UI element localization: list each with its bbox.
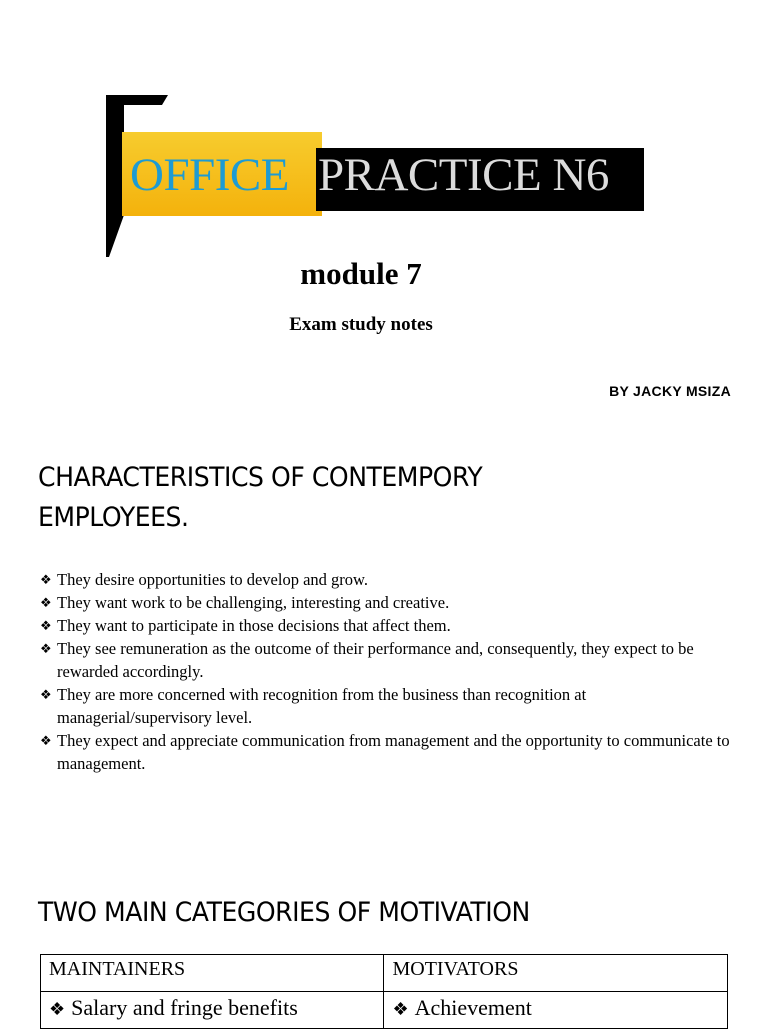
diamond-star-icon: ❖ <box>40 733 52 748</box>
motivation-table <box>40 954 728 1029</box>
logo-word-practice: PRACTICE N6 <box>318 149 609 201</box>
office-practice-logo <box>106 95 646 260</box>
diamond-star-icon: ❖ <box>40 595 52 610</box>
list-item <box>40 729 740 775</box>
list-item-text: They see remuneration as the outcome of their performance and, consequently, they expect to be rewarded accordingly. <box>57 639 694 681</box>
table-cell <box>384 992 728 1029</box>
heading-line: CHARACTERISTICS OF CONTEMPORY <box>38 462 483 493</box>
characteristics-list <box>40 568 740 775</box>
diamond-star-icon: ❖ <box>49 999 66 1019</box>
table-header-cell: MAINTAINERS <box>41 955 384 992</box>
list-item <box>40 683 740 729</box>
logo-word-office: OFFICE <box>130 149 289 201</box>
author-line: BY JACKY MSIZA <box>609 383 731 399</box>
table-cell-text: Salary and fringe benefits <box>71 995 298 1020</box>
diamond-star-icon: ❖ <box>392 999 409 1019</box>
section-heading-motivation: TWO MAIN CATEGORIES OF MOTIVATION <box>38 897 530 928</box>
list-item-text: They desire opportunities to develop and grow. <box>57 570 368 589</box>
list-item-text: They are more concerned with recognition from the business than recognition at managerial/supervisory level. <box>57 685 587 727</box>
table-cell-text: Achievement <box>414 995 532 1020</box>
list-item <box>40 637 740 683</box>
section-heading-characteristics <box>38 458 689 538</box>
document-subtitle: Exam study notes <box>289 314 433 335</box>
list-item <box>40 568 740 591</box>
list-item <box>40 591 740 614</box>
diamond-star-icon: ❖ <box>40 572 52 587</box>
list-item <box>40 614 740 637</box>
list-item-text: They expect and appreciate communication from management and the opportunity to communicate to management. <box>57 731 730 773</box>
diamond-star-icon: ❖ <box>40 618 52 633</box>
diamond-star-icon: ❖ <box>40 641 52 656</box>
table-row <box>41 992 728 1029</box>
diamond-star-icon: ❖ <box>40 687 52 702</box>
heading-line: EMPLOYEES. <box>38 502 189 533</box>
table-cell <box>41 992 384 1029</box>
module-title: module 7 <box>300 256 422 291</box>
list-item-text: They want work to be challenging, interesting and creative. <box>57 593 450 612</box>
table-header-cell: MOTIVATORS <box>384 955 728 992</box>
list-item-text: They want to participate in those decisions that affect them. <box>57 616 451 635</box>
table-header-row <box>41 955 728 992</box>
